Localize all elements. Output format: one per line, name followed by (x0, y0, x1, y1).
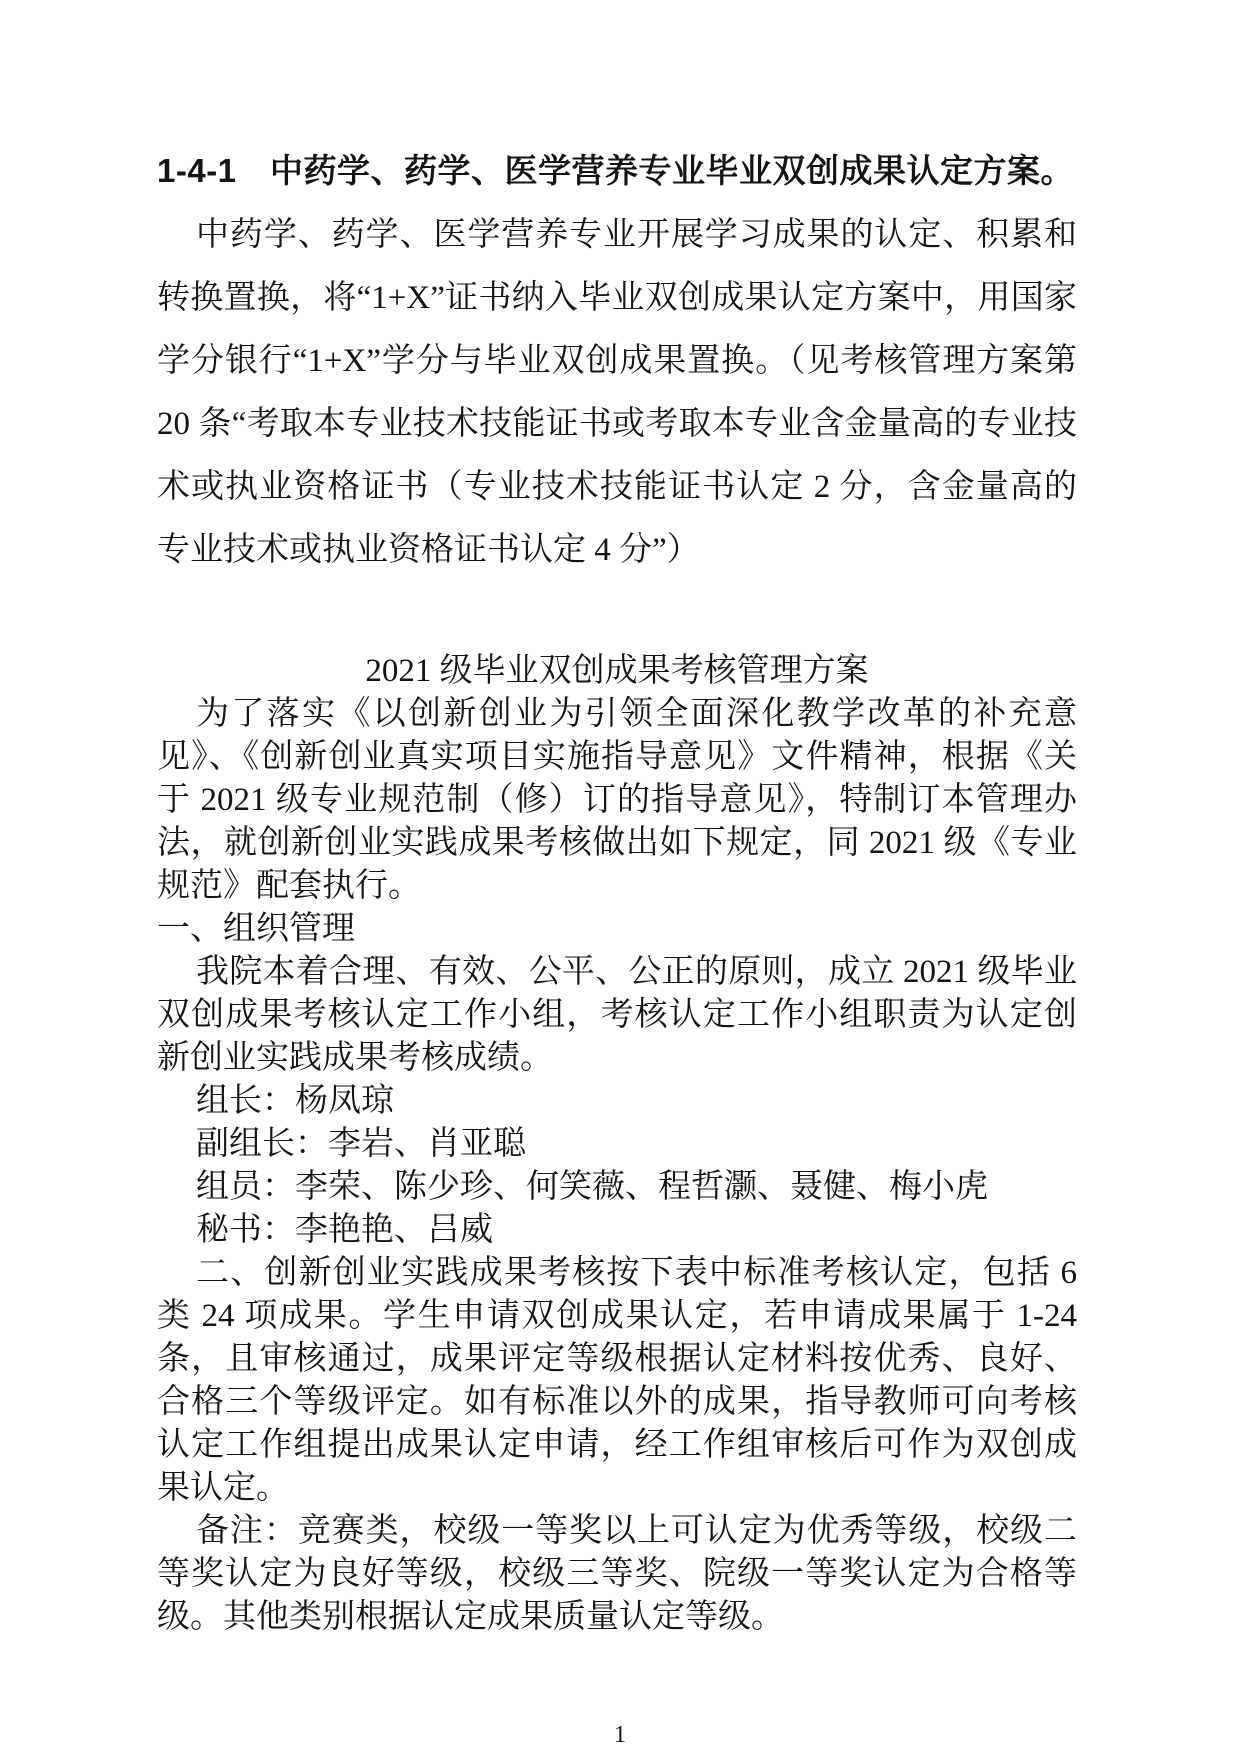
secretaries-line: 秘书：李艳艳、吕威 (196, 1212, 493, 1248)
document-title: 1-4-1 中药学、药学、医学营养专业毕业双创成果认定方案。 (157, 152, 1075, 189)
remark-paragraph: 备注：竞赛类，校级一等奖以上可认定为优秀等级，校级二等奖认定为良好等级，校级三等奖、院级一等奖认定为合格等级。其他类别根据认定成果质量认定等级。 (157, 1513, 1077, 1635)
document-content (157, 150, 1077, 1639)
group-leader-line: 组长：杨凤琼 (196, 1083, 394, 1119)
deputy-leaders-line: 副组长：李岩、肖亚聪 (196, 1126, 526, 1162)
page-number: 1 (614, 1722, 626, 1748)
org-intro-paragraph: 我院本着合理、有效、公平、公正的原则，成立 2021 级毕业双创成果考核认定工作小组，考核认定工作小组职责为认定创新创业实践成果考核成绩。 (157, 954, 1077, 1076)
assessment-paragraph: 二、创新创业实践成果考核按下表中标准考核认定，包括 6 类 24 项成果。学生申请双创成果认定，若申请成果属于 1-24 条，且审核通过，成果评定等级根据认定材料按优秀、良好、合格三个等级评定。如有标准以外的成果，指导教师可向考核认定工作组提出成果认定申请，经工作组审核后可作为双创成果认定。 (157, 1255, 1077, 1506)
section-heading: 2021 级毕业双创成果考核管理方案 (365, 653, 869, 689)
purpose-paragraph: 为了落实《以创新创业为引领全面深化教学改革的补充意见》、《创新创业真实项目实施指导意见》文件精神，根据《关于 2021 级专业规范制（修）订的指导意见》，特制订本管理办法，就创新创业实践成果考核做出如下规定，同 2021 级《专业规范》配套执行。 (157, 696, 1078, 904)
intro-paragraph: 中药学、药学、医学营养专业开展学习成果的认定、积累和转换置换，将“1+X”证书纳入毕业双创成果认定方案中，用国家学分银行“1+X”学分与毕业双创成果置换。（见考核管理方案第 20 条“考取本专业技术技能证书或考取本专业含金量高的专业技术或执业资格证书（专业技术技能证书认定 2 分，含金量高的专业技术或执业资格证书认定 4 分”） (157, 217, 1077, 568)
management-plan-section (157, 650, 1077, 1639)
group-members-line: 组员：李荣、陈少珍、何笑薇、程哲灏、聂健、梅小虎 (196, 1169, 988, 1205)
org-management-heading: 一、组织管理 (157, 911, 355, 947)
